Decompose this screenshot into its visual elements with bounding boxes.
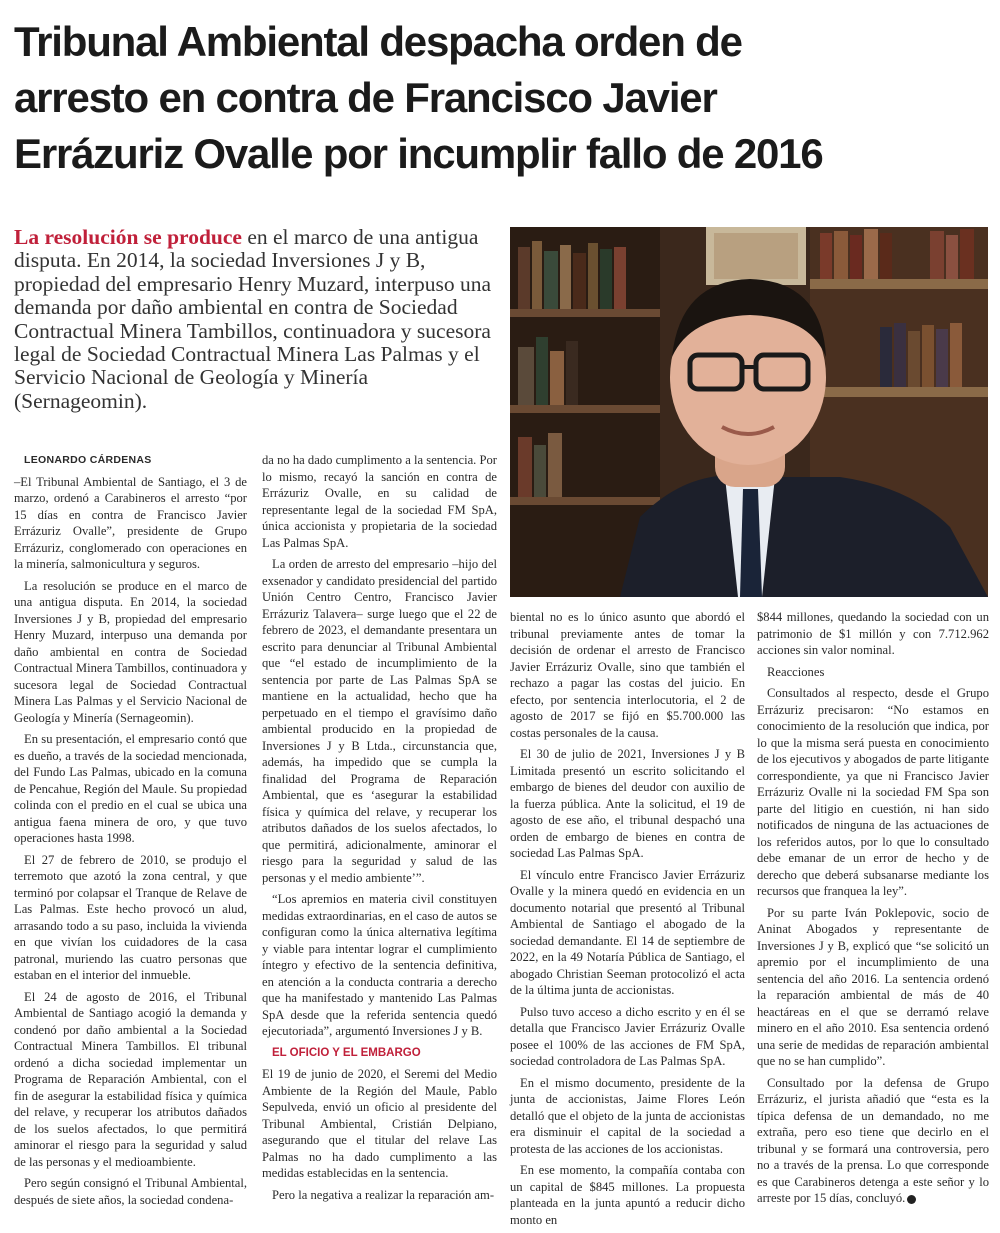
body-paragraph: da no ha dado cumplimento a la sentencia. Por lo mismo, recayó la sanción en contra de Errázuriz Ovalle, en su calidad de representante legal de la sociedad FM SpA, única accionista y propietaria de la sociedad Las Palmas SpA. bbox=[262, 453, 497, 550]
portrait-illustration bbox=[510, 227, 988, 597]
body-paragraph: En el mismo documento, presidente de la junta de accionistas, Jaime Flores León detalló que el objeto de la junta de accionistas era disminuir el capital de la sociedad a protesta de las acciones de los accionistas. bbox=[510, 1075, 745, 1156]
lead-text: en el marco de una antigua disputa. En 2014, la sociedad Inversiones J y B, propiedad del empresario Henry Muzard, interpuso una demanda por daño ambiental en contra de Sociedad Contractual Minera Tambillos, continuadora y sucesora legal de Sociedad Contractual Minera Las Palmas y el Servicio Nacional de Geología y Minería (Sernageomin). bbox=[14, 225, 492, 413]
column-1 bbox=[14, 452, 247, 1213]
lead-highlight: La resolución se produce bbox=[14, 225, 242, 249]
body-paragraph: El 24 de agosto de 2016, el Tribunal Ambiental de Santiago acogió la demanda y condenó por daño ambiental a la Sociedad Contractual Minera Tambillos. El tribunal ordenó a dicha sociedad implementar un Programa de Reparación Ambiental, con el fin de asegurar la estabilidad física y química del relave, y recuperar los atributos dañados de los suelos afectados, lo que permitirá aminorar el riesgo para la seguridad y salud de las personas y el medioambiente. bbox=[14, 989, 247, 1169]
section-label: Reacciones bbox=[767, 664, 825, 679]
body-paragraph: Pero según consignó el Tribunal Ambiental, después de siete años, la sociedad condena- bbox=[14, 1176, 247, 1207]
body-paragraph: Por su parte Iván Poklepovic, socio de Aninat Abogados y representante de Inversiones J y B, explicó que “se solicitó un apremio por el incumplimiento de una sentencia del año 2016. La sentencia ordenó la reparación ambiental de más de 40 heactáreas en el que se derramó relave minero en el año 2010. Esa sentencia ordenó una serie de medidas de reparación ambiental que no se han cumplido”. bbox=[757, 905, 989, 1068]
body-paragraph: El 19 de junio de 2020, el Seremi del Medio Ambiente de la Región del Maule, Pablo Sepulveda, envió un oficio al presidente del Tribunal Ambiental, Cristián Delpiano, asegurando que el titular del relave Las Palmas no ha dado cumplimento a las medidas establecidas en la sentencia. bbox=[262, 1067, 497, 1180]
body-paragraph: Consultado por la defensa de Grupo Errázuriz, el jurista añadió que “esta es la típica defensa de un demandado, no me extraña, pero eso tiene que decirlo en el tribunal y se formará una controversia, pero no a través de la prensa. Lo que corresponde es que Carabineros detenga a este señor y lo arreste por 15 días, concluyó. bbox=[757, 1075, 989, 1205]
body-paragraph: $844 millones, quedando la sociedad con un patrimonio de $1 millón y con 7.712.962 acciones sin valor nominal. bbox=[757, 610, 989, 657]
body-paragraph: Consultados al respecto, desde el Grupo Errázuriz precisaron: “No estamos en conocimiento de la resolución que indica, por lo que la misma será puesta en conocimiento de los ejecutivos y abogados de parte litigante correspondiente, ya que ni Francisco Javier Errázuriz Ovalle ni la sociedad FM Spa son parte del litigio en cuestión, ni han sido notificados de ninguna de las actuaciones de los referidos autos, por lo que lo consultado debe emanar de un error de hecho y de derecho que deberá subsanarse mediante los recursos que franquea la ley”. bbox=[757, 686, 989, 898]
body-paragraph: Pero la negativa a realizar la reparación am- bbox=[272, 1187, 495, 1202]
headline-line-2: arresto en contra de Francisco Javier bbox=[14, 74, 717, 121]
column-4 bbox=[757, 609, 989, 1212]
body-paragraph: En ese momento, la compañía contaba con un capital de $845 millones. La propuesta planteada en la junta apuntó a reducir dicho monto en bbox=[510, 1163, 745, 1227]
body-paragraph: biental no es lo único asunto que abordó el tribunal previamente antes de tomar la decisión de ordenar el arresto de Francisco Javier Errázuriz Ovalle, sino que también el rechazo a pagar las costas del juicio. En efecto, por sentencia interlocutoria, el 2 de agosto de 2017 se fijó en $5.700.000 las costas personales de la causa. bbox=[510, 610, 745, 740]
body-paragraph: El vínculo entre Francisco Javier Errázuriz Ovalle y la minera quedó en evidencia en un documento notarial que presentó al Tribunal Ambiental de Santiago el abogado de la sociedad demandante. El 14 de septiembre de 2022, en la 49 Notaría Pública de Santiago, el abogado Christian Seeman protocolizó el acta de la última junta de accionistas. bbox=[510, 867, 745, 997]
body-paragraph: La orden de arresto del empresario –hijo del exsenador y candidato presidencial del partido Unión Centro Centro, Francisco Javier Errázuriz Talavera– surge luego que el 22 de febrero de 2023, el demandante presentara un escrito para denunciar al Tribunal Ambiental que “el estado de incumplimiento de la sentencia por parte de Las Palmas SpA se mantiene en la actualidad, hecho que ha perpetuado en el tiempo el gravísimo daño ambiental producido en la propiedad de Inversiones J y B Ltda., circunstancia que, además, ha impedido que se cumpla la finalidad del Programa de Reparación Ambiental, que es ‘asegurar la estabilidad física y química del relave, y recuperar los atributos dañados de los suelos afectados, lo que permitirá, adicionalmente, aminorar el riesgo para la seguridad y salud de las personas y el medio ambiente’”. bbox=[262, 557, 497, 885]
headline bbox=[14, 14, 989, 182]
headline-line-1: Tribunal Ambiental despacha orden de bbox=[14, 18, 742, 65]
byline: LEONARDO CÁRDENAS bbox=[24, 454, 152, 466]
body-paragraph: –El Tribunal Ambiental de Santiago, el 3 de marzo, ordenó a Carabineros el arresto “por 15 días en contra de Francisco Javier Errázuriz Ovalle”, presidente de Grupo Errázuriz, conglomerado con operaciones en la minería, salmonicultura y seguros. bbox=[14, 474, 247, 571]
body-paragraph: Pulso tuvo acceso a dicho escrito y en él se detalla que Francisco Javier Errázuriz Ovalle posee el 100% de las acciones de FM SpA, sociedad controladora de Las Palmas SpA. bbox=[510, 1004, 745, 1068]
section-subhead: EL OFICIO Y EL EMBARGO bbox=[272, 1046, 421, 1059]
column-3 bbox=[510, 609, 745, 1233]
portrait-photo bbox=[510, 227, 988, 597]
column-2 bbox=[262, 452, 497, 1208]
end-of-article-icon bbox=[907, 1195, 916, 1204]
body-paragraph: La resolución se produce en el marco de una antigua disputa. En 2014, la sociedad Inversiones J y B, propiedad del empresario Henry Muzard, interpuso una demanda por daño ambiental en contra de Sociedad Contractual Minera Tambillos, continuadora y sucesora legal de Sociedad Contractual Minera Las Palmas y el Servicio Nacional de Geología y Minería (Sernageomin). bbox=[14, 578, 247, 725]
body-paragraph: El 30 de julio de 2021, Inversiones J y B Limitada presentó un escrito solicitando el embargo de bienes del deudor con auxilio de la fuerza pública. Ante la solicitud, el 19 de agosto de ese año, el tribunal despachó una orden de embargo de bienes en contra de sociedad Las Palmas SpA. bbox=[510, 747, 745, 860]
lead-paragraph bbox=[14, 226, 500, 413]
body-paragraph: En su presentación, el empresario contó que es dueño, a través de la sociedad mencionada, del Fundo Las Palmas, ubicado en la comuna de Pencahue, Región del Maule. Su propiedad colinda con el predio en el cual se ubica una antigua faena minera de oro, y que tuvo operaciones hasta 1998. bbox=[14, 732, 247, 845]
body-paragraph: “Los apremios en materia civil constituyen medidas extraordinarias, en el caso de autos se configuran como la única alternativa legítima y viable para intentar lograr el cumplimiento íntegro y efectivo de la sentencia definitiva, en atención a la conducta contraria a derecho que ha manifestado y mantenido Las Palmas SpA desde que la referida sentencia quedó ejecutoriada”, argumentó Inversiones J y B. bbox=[262, 892, 497, 1038]
body-paragraph: El 27 de febrero de 2010, se produjo el terremoto que azotó la zona central, y que terminó por colapsar el Tranque de Relave de Las Palmas. Este hecho provocó un alud, arrasando todo a su paso, incluida la vivienda en que vivían los cuidadores de la casa patronal, muriendo las cuatro personas que estaban en el interior del inmueble. bbox=[14, 852, 247, 982]
headline-line-3: Errázuriz Ovalle por incumplir fallo de 2016 bbox=[14, 130, 823, 177]
